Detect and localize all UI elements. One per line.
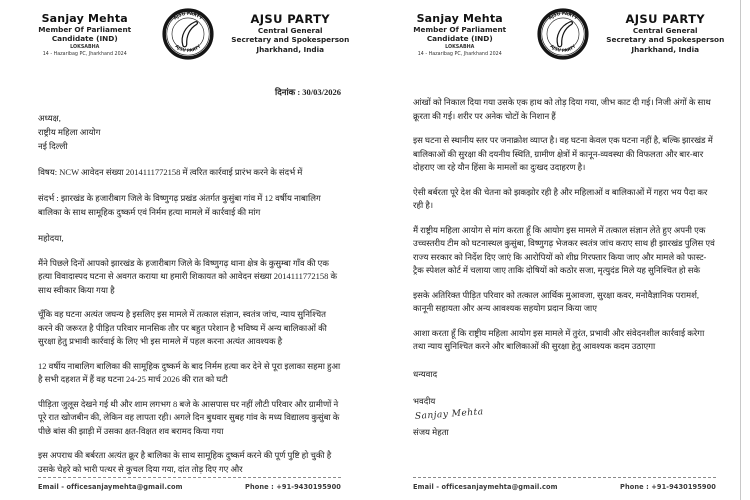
body-paragraph: चूँकि वह घटना अत्यंत जघन्य है इसलिए इस मामले में तत्काल संज्ञान, स्वतंत्र जांच, न्याय सुनिश्चित करने की जरूरत है पीड़ित परिवार मानसिक तौर पर बहुत परेशान है भविष्य में अन्य बालिकाओं की सुरक्षा हेतु प्रभावी कार्रवाई के लिए भी इस मामले में पहल करना अत्यंत आवश्यक है <box>38 309 327 346</box>
body-paragraph: मैं राष्ट्रीय महिला आयोग से मांग करता हूँ कि आयोग इस मामले में तत्काल संज्ञान लेते हुए अपनी एक उच्चस्तरीय टीम को घटनास्थल कुसुंबा, विष्णुगढ़ भेजकर स्वतंत्र जांच कराए साथ ही झारखंड पुलिस एवं राज्य सरकार को निर्देश दिए जाएं कि आरोपियों को शीघ्र गिरफ्तार किया जाए और मामले को फास्ट-ट्रैक स्पेशल कोर्ट में चलाया जाए ताकि दोषियों को कठोर सजा, मृत्युदंड मिले यह सुनिश्चित हो सके <box>413 224 715 275</box>
sender-role-line1: Member Of Parliament <box>413 25 507 34</box>
body-paragraph: मैंने पिछले दिनों आपको झारखंड के हजारीबाग जिले के विष्णुगढ़ थाना क्षेत्र के कुसुम्बा गाँव की एक हत्या विवादास्पद घटना से अवगत कराया था हमारी शिकायत को आवेदन संख्या 2014111772158 के साथ स्वीकार किया गया है <box>38 257 338 295</box>
page-edge-line <box>740 0 741 500</box>
seal-text-bottom: AJSU PARTY <box>173 44 202 54</box>
party-line1: Central General <box>257 26 323 35</box>
closing-thanks: धन्यवाद <box>413 368 438 379</box>
sender-constituency: 14 - Hazaribag PC, Jharkhand 2024 <box>42 51 127 58</box>
page-footer <box>38 477 341 491</box>
letter-body-page-2 <box>413 96 716 440</box>
salutation: महोदया, <box>38 233 64 243</box>
party-name: AJSU PARTY <box>250 12 331 26</box>
body-paragraph: ऐसी बर्बरता पूरे देश की चेतना को झकझोर रही है और महिलाओं व बालिकाओं में गहरा भय पैदा कर रही है। <box>413 186 708 210</box>
body-paragraph: पीड़िता जुलूस देखने गई थी और शाम लगभग 8 बजे के आसपास घर नहीं लौटी परिवार और ग्रामीणों ने पूरे रात खोजबीन की, लेकिन वह लापता रही। अगले दिन बुधवार सुबह गांव के मध्य विद्यालय कुसुंबा के पीछे बांस की झाड़ी में उसका क्षत-विक्षत शव बरामद किया गया <box>38 398 340 436</box>
seal-text-top: AJSU PARTY <box>547 11 578 22</box>
body-paragraph: इस अपराध की बर्बरता अत्यंत क्रूर है बालिका के साथ सामूहिक दुष्कर्म करने की पूर्ण पुष्टि हो चुकी है उसके चेहरे को भारी पत्थर से कुचल दिया गया, दांत तोड़ दिए गए और <box>38 450 332 474</box>
party-name: AJSU PARTY <box>625 12 706 26</box>
letterhead-sender-block <box>389 8 531 59</box>
body-paragraph: इसके अतिरिक्त पीड़ित परिवार को तत्काल आर्थिक मुआवजा, सुरक्षा कवर, मनोवैज्ञानिक परामर्श, कानूनी सहायता और अन्य आवश्यक सहयोग प्रदान किया जाए <box>413 289 700 313</box>
signature-script: Sanjay Mehta <box>414 406 484 422</box>
sender-name: Sanjay Mehta <box>41 12 128 25</box>
banana-symbol-icon <box>557 22 572 47</box>
party-seal-wrap <box>156 8 220 60</box>
footer-email: Email - officesanjaymehta@gmail.com <box>38 483 183 491</box>
letterhead <box>389 8 736 60</box>
letterhead <box>14 8 361 60</box>
letter-page-2 <box>375 0 750 500</box>
party-line1: Central General <box>632 26 698 35</box>
party-line2: Secretary and Spokesperson <box>606 35 725 45</box>
letterhead-party-block <box>220 8 362 54</box>
seal-text-bottom: AJSU PARTY <box>548 44 577 54</box>
party-line3: Jharkhand, India <box>256 44 325 54</box>
footer-phone: Phone : +91-9430195900 <box>620 483 716 491</box>
letterhead-sender-block <box>14 8 156 59</box>
seal-text-top: AJSU PARTY <box>172 11 203 22</box>
sender-constituency: 14 - Hazaribag PC, Jharkhand 2024 <box>417 51 502 58</box>
recipient-line: राष्ट्रीय महिला आयोग <box>38 126 101 137</box>
subject-line: विषय: NCW आवेदन संख्या 2014111772158 में त्वरित कार्रवाई प्रारंभ करने के संदर्भ में <box>38 166 303 177</box>
recipient-line: नई दिल्ली <box>38 140 68 151</box>
party-line2: Secretary and Spokesperson <box>231 35 350 45</box>
body-paragraph: 12 वर्षीय नाबालिग बालिका की सामूहिक दुष्कर्म के बाद निर्मम हत्या कर देने से पूरा इलाका सहमा हुआ है सभी दहशत में हैं वह घटना 24-25 मार्च 2026 की रात को घटी <box>38 360 341 384</box>
footer-phone: Phone : +91-9430195900 <box>245 483 341 491</box>
sender-name: Sanjay Mehta <box>416 12 503 25</box>
letter-date: दिनांक : 30/03/2026 <box>275 87 341 97</box>
sender-role-line2: Candidate (IND) <box>426 34 493 44</box>
recipient-line: अध्यक्ष, <box>38 112 61 123</box>
closing-regards: भवदीय <box>413 396 436 406</box>
sender-loksabha: LOKSABHA <box>70 43 100 50</box>
body-paragraph: आशा करता हूँ कि राष्ट्रीय महिला आयोग इस मामले में तुरंत, प्रभावी और संवेदनशील कार्रवाई करेगा तथा न्याय सुनिश्चित करने और बालिकाओं की सुरक्षा हेतु आवश्यक कदम उठाएगा <box>413 327 705 351</box>
letterhead-party-block <box>595 8 737 54</box>
banana-symbol-icon <box>182 22 197 47</box>
party-seal-wrap <box>531 8 595 60</box>
sender-role-line1: Member Of Parliament <box>38 25 132 34</box>
letter-body-page-1 <box>38 86 341 487</box>
ajsu-party-seal-logo <box>162 8 214 60</box>
sender-role-line2: Candidate (IND) <box>51 34 118 44</box>
ajsu-party-seal-logo <box>537 8 589 60</box>
signatory-name: संजय मेहता <box>413 427 449 437</box>
body-paragraph: आंखों को निकाल दिया गया उसके एक हाथ को तोड़ दिया गया, जीभ काट दी गई। निजी अंगों के साथ क्रूरता की गई। शरीर पर अनेक चोटों के निशान हैं <box>413 97 711 121</box>
recipient-block <box>38 111 341 153</box>
body-paragraph: इस घटना से स्थानीय स्तर पर जनाक्रोश व्याप्त है। वह घटना केवल एक घटना नहीं है, बल्कि झारखंड में बालिकाओं की सुरक्षा की दयनीय स्थिति, ग्रामीण क्षेत्रों में कानून-व्यवस्था की विफलता और बार-बार दोहराए जा रहे यौन हिंसा के मामलों का दुःखद उदाहरण है। <box>413 135 713 172</box>
sender-loksabha: LOKSABHA <box>445 43 475 50</box>
page-footer <box>413 477 716 491</box>
party-line3: Jharkhand, India <box>631 44 700 54</box>
footer-email: Email - officesanjaymehta@gmail.com <box>413 483 558 491</box>
reference-line: संदर्भ : झारखंड के हजारीबाग जिले के विष्णुगढ़ प्रखंड अंतर्गत कुसुंबा गांव में 12 वर्षीय नाबालिग बालिका के साथ सामूहिक दुष्कर्म एवं निर्मम हत्या मामले में कार्रवाई की मांग <box>38 193 321 217</box>
